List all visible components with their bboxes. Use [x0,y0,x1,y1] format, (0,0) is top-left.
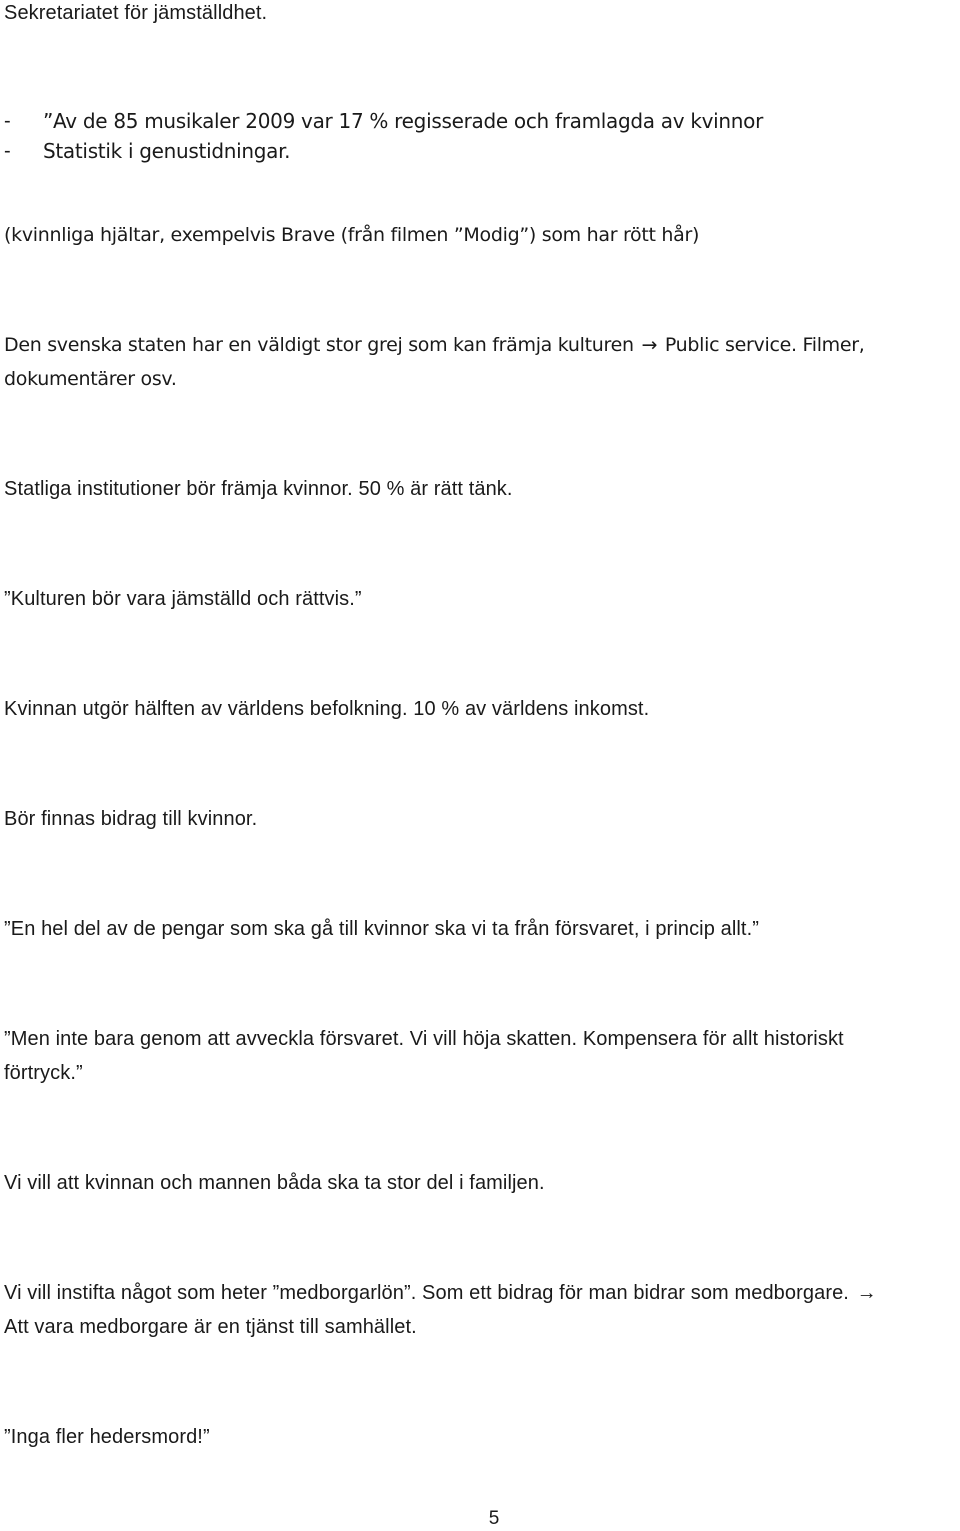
text-line-kvinnan-utgor: Kvinnan utgör hälften av världens befolkning. 10 % av världens inkomst. [4,698,650,720]
text-segment-medborgarlon: Vi vill instifta något som heter ”medborgarlön”. Som ett bidrag för man bidrar som medborgare. [4,1282,849,1304]
text-line-forsvaret-quote: ”En hel del av de pengar som ska gå till kvinnor ska vi ta från försvaret, i princip allt.” [4,918,759,940]
arrow-right-icon: → [856,1282,877,1304]
text-line-kulturen-quote: ”Kulturen bör vara jämställd och rättvis.” [4,588,362,610]
text-segment-public-service: Public service. Filmer, [664,334,865,356]
bullet-musikaler: ”Av de 85 musikaler 2009 var 17 % regisserade och framlagda av kvinnor [43,109,764,133]
text-line-medborgarlon [4,1276,879,1310]
arrow-right-icon: → [641,334,658,356]
bullet-dash-1: - [4,110,11,132]
text-line-sekretariatet: Sekretariatet för jämställdhet. [4,2,268,24]
text-line-svenska-staten [4,328,865,362]
text-line-medborgare-tjanst: Att vara medborgare är en tjänst till samhället. [4,1316,417,1338]
text-line-familjen: Vi vill att kvinnan och mannen båda ska ta stor del i familjen. [4,1172,545,1194]
text-line-hedersmord: ”Inga fler hedersmord!” [4,1426,210,1448]
text-line-statliga-institutioner: Statliga institutioner bör främja kvinnor. 50 % är rätt tänk. [4,478,513,500]
text-segment-kulturen: Den svenska staten har en väldigt stor grej som kan främja kulturen [4,334,634,356]
text-line-fortryck: förtryck.” [4,1062,83,1084]
text-line-bidrag-kvinnor: Bör finnas bidrag till kvinnor. [4,808,258,830]
bullet-dash-2: - [4,140,11,162]
text-line-kvinnliga-hjaltar: (kvinnliga hjältar, exempelvis Brave (från filmen ”Modig”) som har rött hår) [4,224,700,246]
text-line-dokumentarer: dokumentärer osv. [4,368,177,390]
page-number: 5 [488,1508,500,1529]
text-line-avveckla-forsvaret: ”Men inte bara genom att avveckla försvaret. Vi vill höja skatten. Kompensera för allt historiskt [4,1028,844,1050]
bullet-genustidningar: Statistik i genustidningar. [43,139,291,163]
